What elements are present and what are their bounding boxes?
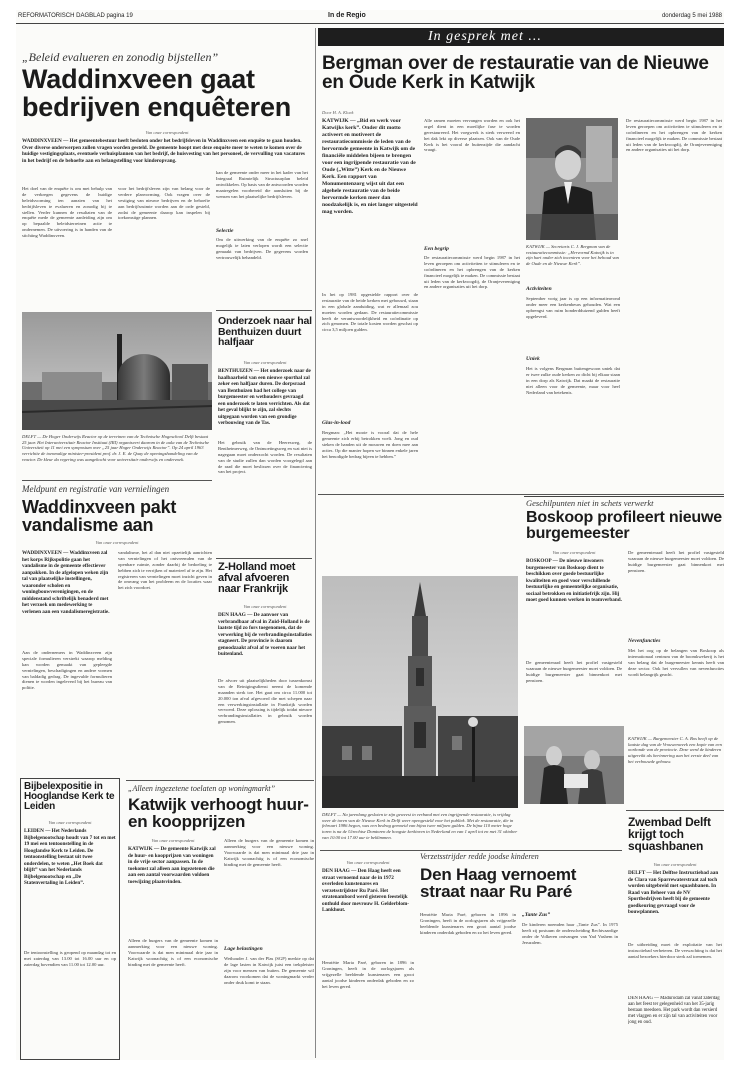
divider <box>22 480 212 481</box>
art8-subhead: „Tante Zus” <box>522 912 551 918</box>
art9-body: De tentoonstelling is geopend op maandag tot en met zaterdag van 13.00 tot 16.00 uur en op zaterdag bovendien van 11.00 tot 12.00 uur. <box>24 950 116 967</box>
in-gesprek-banner <box>318 28 724 46</box>
divider <box>216 310 312 311</box>
art3-body: Het gebruik van de Heeresweg, de Bentheimerweg, de Ontmoetingsweg en wat niet is nagegaan moet onderzocht worden. De resultaten van de studie zullen dan worden voorgelegd aan de raad die moet beslissen over de financiering van het project. <box>218 440 312 475</box>
art9-lead: LEIDEN — Het Nederlands Bijbelgenootschap houdt van 7 tot en met 19 mei een tentoonstelling in de Hooglandse Kerk te Leiden. De tentoonstelling bestaat uit twee onderdelen, te weten „Het Boek dat blijft” van het Nederlands Bijbelgenootschap en „De Statenvertaling in Leiden”. <box>24 828 116 886</box>
art2-byline: Van onze correspondent <box>95 540 139 545</box>
art8-lead: DEN HAAG — Den Haag heeft een straat vernoemd naar de in 1972 overleden kunstenares en verzetsstrijdster Ru Paré. Het stratenambord werd gisteren feestelijk onthuld door mevrouw H. Gelderblom-Lankhout. <box>322 868 409 913</box>
art5-subhead-glas: Glas-in-lood <box>322 420 351 426</box>
art9-byline: Van onze correspondent <box>48 820 92 825</box>
art1-body-col1: Het doel van de enquête is om met behulp van de verkregen gegevens de huidige beleidsvorming ten aanzien van het bedrijfsleven te evalueren en zonodig bij te stellen. Verder kunnen de resultaten van de enquête mede de gemeente aanleiding zijn om op bepaalde beleidsterreinen actie te ondernemen. De uitvoering is in handen van de stichting Waddinxveen. <box>22 186 112 238</box>
art5-byline: Door H. A. Kloek <box>322 110 354 115</box>
art5-body-col3b: Het is volgens Bergman buitengewoon uniek dat er twee zulke oude kerken zo dicht bij elkaar staan in een dorp als Katwijk. Dat maakt de restauratie niet alleen voor de gemeente, maar voor heel Nederland van betekenis. <box>526 366 620 395</box>
art1-kicker: „Beleid evalueren en zonodig bijstellen” <box>22 50 219 64</box>
art7-body-col2b: Wethouder J. van der Plas (SGP) merkte op dat de lage lasten in Katwijk juist een trekpleister zijn voor mensen van buiten. De gemeente wil daarom voorkomen dat de woningmarkt verder onder druk komt te staan. <box>224 956 314 985</box>
art5-body-col1b: Bergman: „Het mooie is vooral dat de hele gemeente zich erbij betrokken voelt. Jong en oud steken de handen uit de mouwen en doen mee aan acties. Op die manier hopen we binnen enkele jaren het benodigde bedrag bijeen te hebben.” <box>322 430 418 459</box>
newspaper-page <box>16 10 724 1060</box>
bergman-photo-image <box>526 118 618 240</box>
art1-headline: Waddinxveen gaat bedrijven enquêteren <box>22 64 292 122</box>
art1-body-col3: kan de gemeente onder meer in het kader van het Integraal Ruimtelijk Structuurplan beleid ontwikkelen. Op basis van de antwoorden worden maatregelen voorbereid die aansluiten bij de wensen van het plaatselijke bedrijfsleven. <box>216 170 308 199</box>
art8-body-col1: Henriëtte Maria Paré, geboren in 1896 in Groningen, heeft in de oorlogsjaren als vrijgezelle beeldende kunstenares een groot aantal joodse kinderen onderdak geboden en zo het leven gered. <box>322 960 414 989</box>
art5-body-col1: In het op 1981 opgestelde rapport over de restauratie van de beide kerken met gebouwd, staan in een globale aanduiding, wat er allemaal zou moeten worden gedaan. De restauratiecommissie heeft de verantwoordelijkheid en coördinatie op zich genomen. De totale kosten worden geschat op circa 3,5 miljoen gulden. <box>322 292 418 333</box>
art10-lead: DELFT — Het Delftse Instructiebad aan de Clara van Sparrewaterstraat zal toch worden uitgebreid met squashbanen. In Raad van Beheer van de NV Sportbedrijven heeft bij de gemeente goedkeuring gevraagd voor de bouwplannen. <box>628 870 719 915</box>
art1-lead: WADDINXVEEN — Het gemeentebestuur heeft besloten onder het bedrijfsleven in Waddinxveen een enquête te gaan houden. Over diverse onderwerpen zullen vragen worden gesteld. De gemeente hoopt met deze enquête meer te weten te komen over de huidige vestigingsplaats, eventuele verhuisplannen van het bedrijf, de huisvesting van het personeel, de vervulling van vacatures in het bedrijf en de behoefte aan en belangstelling voor kinderopvang. <box>22 138 305 164</box>
art4-byline: Van onze correspondent <box>243 604 287 609</box>
art6-body-col1: De gemeenteraad heeft het profiel vastgesteld waaraan de nieuwe burgemeester moet voldoen. De huidige burgemeester gaat binnenkort met pensioen. <box>526 660 622 683</box>
art10-body: De uitbreiding moet de exploitatie van het instructiebad verbeteren. De verwachting is dat het aantal bezoekers hierdoor sterk zal toenemen. <box>628 942 722 959</box>
delft-tower-photo <box>322 576 518 808</box>
divider <box>626 810 724 811</box>
art3-lead: BENTHUIZEN — Het onderzoek naar de haalbaarheid van een nieuwe sporthal zal zeker een halfjaar duren. De dorpsraad van Benthuizen had het college van burgemeester en wethouders gevraagd een onderzoek te laten verrichten. Als dat het geval blijkt te zijn, zal slechts uitgegaan worden van een grondige verbouwing van de Tas. <box>218 368 311 426</box>
art3-headline: Onderzoek naar hal Benthuizen duurt halfjaar <box>218 315 312 349</box>
masthead <box>16 10 724 24</box>
reactor-photo-caption: DELFT — De Hoger Onderwijs Reactor op de terreinen van de Technische Hogeschool Delft bestaat 25 jaar. Het Interuniversitair Reactor Instituut (IRI) organiseert daarom in de aula van de Technische Universiteit op 11 mei een symposium over „25 jaar Hoger Onderwijs Reactor”. Op 24 april 1963 verrichtte de toenmalige minister-president prof. dr. J. E. de Quay de openingshandeling van de reactor. De kleur da regering was aangekocht voor universitair onderwijs en onderzoek. <box>22 434 210 462</box>
reactor-photo-image <box>22 312 212 430</box>
art4-lead: DEN HAAG — De aanvoer van verbrandbaar afval in Zuid-Holland is de laatste tijd zo fors toegenomen, dat de verwerking bij de verbrandingsinstallaties stagneert. De provincie is daarom genoodzaakt afval af te voeren naar het buitenland. <box>218 612 312 657</box>
art10-byline: Van onze correspondent <box>653 862 697 867</box>
art6-headline: Boskoop profileert nieuwe burgemeester <box>526 509 722 543</box>
art2-lead: WADDINXVEEN — Waddinxveen zal het korps Rijkspolitie gaan het vandalisme in de gemeente effectiever aanpakken. In de afgelopen weken zijn tal van plaatselijke instellingen, waaronder scholen en woningbouwverenigingen, en de middenstand schriftelijk benaderd met het verzoek om medewerking te verlenen aan een vandalismeregistratie. <box>22 550 110 615</box>
divider <box>216 558 312 559</box>
art8-body-col2: Henriëtte Maria Paré, geboren in 1896 in Groningen, heeft in de oorlogsjaren als vrijgezelle beeldende kunstenares een groot aantal joodse kinderen onderdak geboden en zo het leven gered. <box>420 912 516 935</box>
art2-headline: Waddinxveen pakt vandalisme aan <box>22 497 177 536</box>
art6-body-col2b: Met het oog op de belangen van Boskoop als internationaal centrum van de boomkwekerij is het van belang dat de burgemeester kennis heeft van deze sector. Ook het vervullen van nevenfuncties wordt belangrijk geacht. <box>628 648 724 677</box>
art1-body-col2: voor het bedrijfsleven zijn van belang voor de verdere planvorming. Ook vragen over de vestiging van nieuwe bedrijven en de behoefte aan bedrijfsruimte worden aan de orde gesteld, zodat de gemeente daarop kan inspelen bij toekomstige plannen. <box>118 186 210 221</box>
art8-kicker: Verzetsstrijder redde joodse kinderen <box>420 852 539 861</box>
masthead-publication: REFORMATORISCH DAGBLAD pagina 19 <box>18 13 133 19</box>
divider <box>318 494 724 495</box>
art3-byline: Van onze correspondent <box>243 360 287 365</box>
art2-body-col2: vandalisme, het al dan niet opzettelijk aanrichten van vernielingen of het ontvreemden van de openbare ruimte, zonder daarbij de bedoeling te hebben zich te verrijken of materieel af te zijn. Het registreren van vernielingen moet inzicht geven in de omvang van het probleem en de locaties waar het zich voordoet. <box>118 550 212 591</box>
art5-subhead-uniek: Uniek <box>526 356 540 362</box>
katwijk-photo <box>524 726 624 804</box>
katwijk-photo-image <box>524 726 624 804</box>
art2-body-col1: Aan de ondernemers in Waddinxveen zijn speciale formulieren verstrekt waarop melding kan worden gemaakt van gepleegde vernielingen, beschadigingen en andere vormen van baldadig gedrag. De ingevulde formulieren dienen te worden ingeleverd bij het bureau van politie. <box>22 650 112 691</box>
art5-subhead-begrip: Een begrip <box>424 246 449 252</box>
art5-lead: KATWIJK — „Bid en werk voor Katwijks kerk”. Onder dit motto activeert en motiveert de restauratiecommissie de leden van de hervormde gemeente in Katwijk om de financiële middelen bijeen te brengen voor een ingrijpende restauratie van de Oude („Witte”) Kerk en de Nieuwe Kerk. Een rapport van Monumentenzorg wijst uit dat een algehele restauratie van de beide hervormde kerken meer dan noodzakelijk is, en niet langer uitgesteld mag worden. <box>322 118 418 215</box>
column-rule <box>315 28 316 1058</box>
art1-body-col3b: Om de uitwerking van de enquête zo snel mogelijk te laten verlopen wordt een selectie gemaakt van bedrijven. De gegevens worden vertrouwelijk behandeld. <box>216 237 308 260</box>
art5-subhead-activiteiten: Activiteiten <box>526 286 552 292</box>
art8-byline: Van onze correspondent <box>346 860 390 865</box>
art5-headline: Bergman over de restauratie van de Nieuwe en Oude Kerk in Katwijk <box>322 53 709 94</box>
art6-body-col2: De gemeenteraad heeft het profiel vastgesteld waaraan de nieuwe burgemeester moet voldoen. De huidige burgemeester gaat binnenkort met pensioen. <box>628 550 724 573</box>
art6-kicker: Geschilpunten niet in schets verwerkt <box>526 498 654 508</box>
art7-subhead: Lage belastingen <box>224 946 263 952</box>
divider <box>126 780 314 781</box>
art2-kicker: Meldpunt en registratie van vernielingen <box>22 484 170 494</box>
art6-subhead: Nevenfuncties <box>628 638 661 644</box>
art5-body-col4: De restauratiecommissie werd begin 1987 in het leven geroepen om activiteiten te stimuleren en te coördineren en het opbrengen van de kerken financieel mogelijk te maken. De commissie bestaat uit leden van de kerkvoogdij, de Oranjevereniging en andere organisaties uit het dorp. <box>626 118 722 153</box>
art5-body-col2b: De restauratiecommissie werd begin 1987 in het leven geroepen om activiteiten te stimuleren en te coördineren en het opbrengen van de kerken financieel mogelijk te maken. De commissie bestaat uit leden van de kerkvoogdij, de Oranjevereniging en andere organisaties uit het dorp. <box>424 255 520 290</box>
bergman-photo-caption: KATWIJK — Secretaris C. J. Bergman van de restauratiecommissie: „Hervormd Katwijk is in zijn hart onder zich incentren voor het behoud van de Oude en de Nieuwe Kerk”. <box>526 244 619 267</box>
art8-body-col3: De kinderen noemden haar „Tante Zus”. In 1975 heeft zij postuum de onderscheiding Rechtvaardige onder de Volkeren ontvangen van Yad Vashem in Jeruzalem. <box>522 922 618 945</box>
art4-body: De afvoer uit plaatselijkheden door tussenkomst van de Reinigingsdienst neemt de komende maanden sterk toe. Het gaat om circa 11.000 tot 20.000 ton afval afgevoerd die met schepen naar een verwerkingsinstallatie in Frankrijk worden vervoerd. Deze oplossing is tijdelijk totdat nieuwe verbrandingsinstallaties in gebruik worden genomen. <box>218 678 312 725</box>
art6-byline: Van onze correspondent <box>552 550 596 555</box>
masthead-section: In de Regio <box>328 12 366 19</box>
art1-subhead: Selectie <box>216 228 234 234</box>
art7-body-col2: Alleen de burgers van de gemeente komen in aanmerking voor een nieuwe woning. Voorwaarde is dat men minimaal drie jaar in Katwijk woonachtig is of een economische binding met de gemeente heeft. <box>224 838 314 867</box>
art11-text: DEN HAAG — Madurodam zal vanaf zaterdag aan het feest ter gelegenheid van het 35-jarig bestaan meedoen. Het park wordt dan versierd met vlaggen en er zijn tal van activiteiten voor jong en oud. <box>628 996 720 1025</box>
art7-kicker: „Alleen ingezetene toelaten op woningmarkt” <box>128 784 276 793</box>
art5-body-col3: September vorig jaar is op een informatieavond onder meer een kerkenbeurs gehouden. Wat een opbrengst van ruim honderdduizend gulden heeft opgeleverd. <box>526 296 620 319</box>
art4-headline: Z-Holland moet afval afvoeren naar Frankrijk <box>218 561 296 596</box>
reactor-photo <box>22 312 212 430</box>
art7-body-col1: Alleen de burgers van de gemeente komen in aanmerking voor een nieuwe woning. Voorwaarde is dat men minimaal drie jaar in Katwijk woonachtig is of een economische binding met de gemeente heeft. <box>128 938 218 967</box>
art7-lead: KATWIJK — De gemeente Katwijk zal de huur- en koopprijzen van woningen in de vrije sector aanpassen. In de toekomst zal alleen aan ingezetenen die aan een aantal voorwaarden voldoen toewijzing plaatsvinden. <box>128 846 216 885</box>
art5-body-col2: Alle ramen moeten vervangen worden en ook het orgel dient in een moeilijke fase te worden gerestaureerd. Het voegwerk is sterk verweerd en het dak lekt op diverse plaatsen. Ook van de Oude Kerk is het vooral de buitenzijde die aandacht vraagt. <box>424 118 520 153</box>
banner-label: In gesprek met ... <box>428 29 542 44</box>
delft-tower-photo-image <box>322 576 518 808</box>
art6-lead: BOSKOOP — De nieuwe inwoners burgemeester van Boskoop dient te beschikken over goede bestuurlijke kwaliteiten en goed voor verschillende bestuurlijke en gemeentelijke organisatie, sociaal betrokken en initiatiefrijk zijn. Hij moet goed kunnen werken in teamverband. <box>526 558 622 603</box>
katwijk-photo-caption: KATWIJK — Burgemeester C. A. Bos heeft op de laatste dag van de Vrouwenweek een kopie van een oorkonde van de provincie. Deze werd de kinderen uitgereikt als herinnering aan het eerste deel van het verbouwde gebouw. <box>628 736 722 764</box>
art7-byline: Van onze correspondent <box>151 838 195 843</box>
bergman-photo <box>526 118 618 240</box>
art7-headline: Katwijk verhoogt huur- en koopprijzen <box>128 795 309 832</box>
divider <box>320 850 622 851</box>
art10-headline: Zwembad Delft krijgt toch squashbanen <box>628 815 711 854</box>
art8-headline: Den Haag vernoemt straat naar Ru Paré <box>420 865 577 902</box>
art1-byline: Van onze correspondent <box>145 130 189 135</box>
art9-headline: Bijbelexpositie in Hooglandse Kerk te Leiden <box>24 781 115 813</box>
masthead-date: donderdag 5 mei 1988 <box>661 13 722 19</box>
delft-tower-photo-caption: DELFT — Na jarenlang gesloten te zijn geweest in verband met een ingrijpende restauratie, is vrijdag weer de toren van de Nieuwe Kerk in Delft weer opengesteld voor het publiek. Met de restauratie, die in februari 1986 begon, was een bedrag gemoeid van bijna twee miljoen gulden. De bijna 110 meter hoge toren is na de Utrechtse Domtoren de hoogste kerktoren in Nederland en van 1 april tot en met 31 oktober van 10.00 tot 17.00 uur te beklimmen. <box>322 812 518 840</box>
